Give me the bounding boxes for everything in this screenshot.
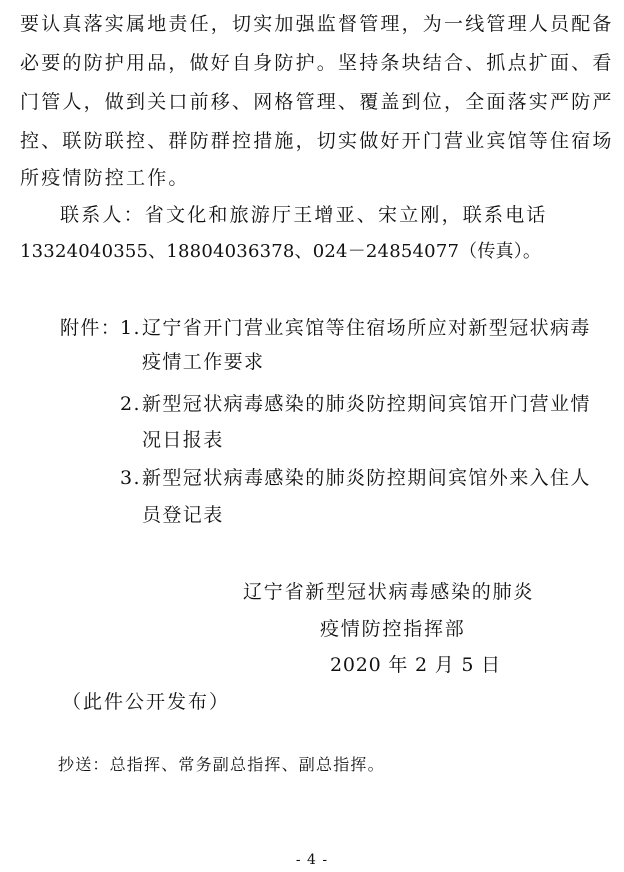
body-line-5: 所疫情防控工作。 — [20, 167, 190, 189]
signature-org-line-1: 辽宁省新型冠状病毒感染的肺炎 — [243, 581, 535, 603]
cc-line: 抄送：总指挥、常务副总指挥、副总指挥。 — [58, 755, 385, 774]
contact-line-1: 联系人：省文化和旅游厅王增亚、宋立刚，联系电话 — [60, 204, 548, 226]
body-line-2: 必要的防护用品，做好自身防护。坚持条块结合、抓点扩面、看 — [20, 52, 614, 74]
attachment-2-line-1: 新型冠状病毒感染的肺炎防控期间宾馆开门营业情 — [142, 393, 591, 415]
contact-line-2: 13324040355、18804036378、024－24854077（传真）。 — [20, 241, 542, 262]
attachment-3-line-2: 员登记表 — [142, 504, 224, 526]
body-line-1: 要认真落实属地责任，切实加强监督管理，为一线管理人员配备 — [20, 13, 614, 35]
signature-org-line-2: 疫情防控指挥部 — [320, 618, 466, 640]
body-line-3: 门管人，做到关口前移、网格管理、覆盖到位，全面落实严防严 — [20, 91, 614, 113]
body-line-4: 控、联防联控、群防群控措施，切实做好开门营业宾馆等住宿场 — [20, 130, 614, 152]
attachment-1-line-2: 疫情工作要求 — [142, 351, 265, 373]
page-number: - 4 - — [295, 852, 329, 868]
attachment-2-line-2: 况日报表 — [142, 429, 224, 451]
attachment-3-number: 3. — [120, 467, 141, 489]
disclosure-note: （此件公开发布） — [62, 691, 231, 713]
attachment-1-line-1: 辽宁省开门营业宾馆等住宿场所应对新型冠状病毒 — [142, 317, 591, 339]
attachment-2-number: 2. — [120, 393, 141, 415]
attachments-label: 附件： — [60, 317, 122, 339]
attachment-3-line-1: 新型冠状病毒感染的肺炎防控期间宾馆外来入住人 — [142, 467, 591, 489]
attachment-1-number: 1. — [120, 317, 141, 339]
signature-date: 2020 年 2 月 5 日 — [330, 654, 501, 676]
